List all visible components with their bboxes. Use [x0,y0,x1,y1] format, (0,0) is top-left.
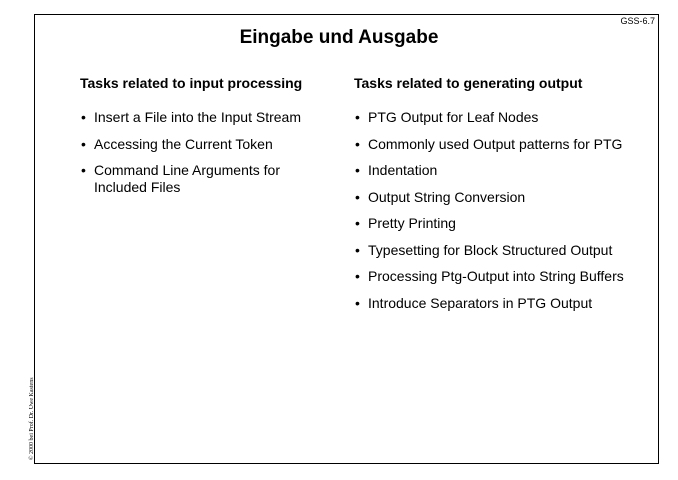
list-item-text: Insert a File into the Input Stream [94,109,301,125]
list-item-text: Output String Conversion [368,188,526,205]
list-item [80,162,330,196]
bullet-icon: • [81,162,86,178]
bullet-icon: • [355,241,360,258]
bullet-icon: • [81,135,86,152]
slide-title: Eingabe und Ausgabe [239,27,439,48]
list-item-text: Pretty Printing [368,215,456,231]
bullet-icon: • [355,135,360,152]
bullet-icon: • [355,109,360,125]
bullet-icon: • [81,109,86,125]
list-item [354,242,654,259]
list-item [354,295,654,312]
bullet-icon: • [355,294,360,311]
list-item [80,136,330,153]
list-item-text: Indentation [368,162,438,178]
list-item-text: PTG Output for Leaf Nodes [368,109,539,125]
output-generation-heading: Tasks related to generating output [354,75,583,91]
input-processing-column [80,74,330,206]
slide-id: GSS-6.7 [620,16,655,26]
list-item-text: Command Line Arguments for Included Files [94,162,280,195]
list-item [354,136,654,153]
copyright-notice: © 2000 bei Prof. Dr. Uwe Kastens [29,377,35,460]
list-item [80,109,330,126]
input-processing-heading: Tasks related to input processing [80,75,303,91]
list-item-text: Typesetting for Block Structured Output [368,241,613,258]
list-item [354,109,654,126]
bullet-icon: • [355,215,360,231]
bullet-icon: • [355,268,360,284]
bullet-icon: • [355,162,360,178]
list-item-text: Introduce Separators in PTG Output [368,294,593,311]
bullet-icon: • [355,188,360,205]
list-item [354,268,654,285]
list-item-text: Processing Ptg-Output into String Buffers [368,268,624,284]
output-generation-column [354,74,654,321]
output-generation-list [354,109,654,312]
list-item [354,162,654,179]
list-item [354,215,654,232]
list-item-text: Accessing the Current Token [94,135,273,152]
list-item-text: Commonly used Output patterns for PTG [368,135,623,152]
input-processing-list [80,109,330,196]
list-item [354,189,654,206]
